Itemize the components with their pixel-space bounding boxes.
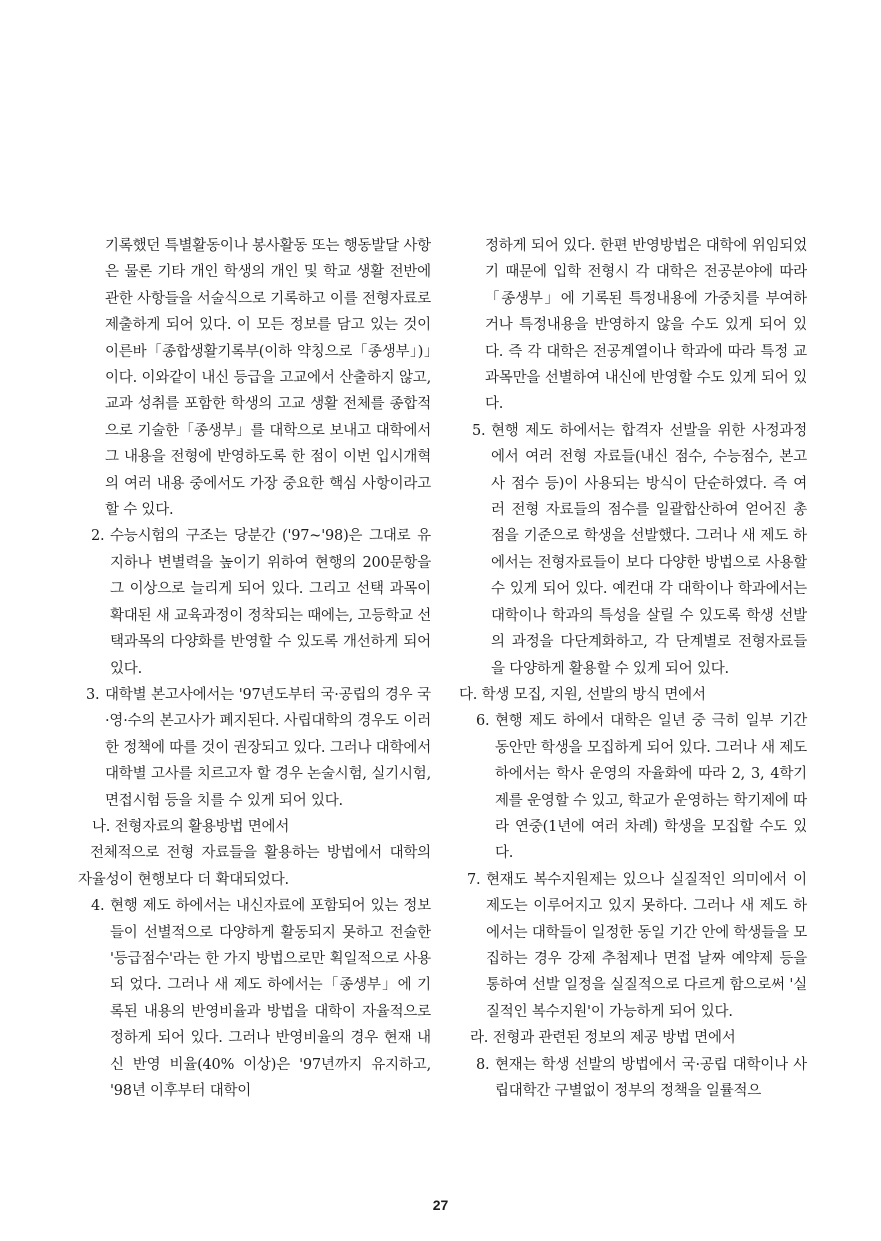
section-heading-na: 나. 전형자료의 활용방법 면에서 — [92, 818, 290, 835]
list-item-4 — [91, 893, 431, 1104]
list-item-3 — [86, 682, 431, 814]
item-text: 수능시험의 구조는 당분간 ('97~'98)은 그대로 유지하나 변별력을 높이기 위하여 현행의 200문항을 그 이상으로 늘리게 되어 있다. 그리고 선택 과목이 확대된 새 교육과정이 정착되는 때에는, 고등학교 선택과목의 다양화를 반영할 수 있도록 개선하게 되어 있다. — [110, 528, 431, 677]
item-text: 현행 제도 하에서는 합격자 선발을 위한 사정과정에서 여러 전형 자료들(내신 점수, 수능점수, 본고사 점수 등)이 사용되는 방식이 단순하였다. 즉 여러 전형 자료들의 점수를 일괄합산하여 얻어진 총점을 기준으로 학생을 선발했다. 그러나 새 제도 하에서는 전형자료들이 보다 다양한 방법으로 사용할 수 있게 되어 있다. 예컨대 각 대학이나 학과에서는 대학이나 학과의 특성을 살릴 수 있도록 학생 선발의 과정을 다단계화하고, 각 단계별로 전형자료들을 다양하게 활용할 수 있게 되어 있다. — [491, 422, 807, 677]
list-item-5 — [472, 418, 807, 682]
item-text: 현행 제도 하에서는 내신자료에 포함되어 있는 정보들이 선별적으로 다양하게 활동되지 못하고 전술한 '등급점수'라는 한 가지 방법으로만 획일적으로 사용되 었다. 그러나 새 제도 하에서는「종생부」에 기록된 내용의 반영비율과 방법을 대학이 자율적으로 정하게 되어 있다. 그러나 반영비율의 경우 현재 내신 반영 비율(40% 이상)은 '97년까지 유지하고, '98년 이후부터 대학이 — [110, 898, 431, 1099]
page-number: 27 — [432, 1197, 449, 1213]
list-item-7 — [467, 867, 807, 1025]
item-text: 대학별 본고사에서는 '97년도부터 국·공립의 경우 국·영·수의 본고사가 폐지된다. 사립대학의 경우도 이러한 정책에 따를 것이 권장되고 있다. 그러나 대학에서 대학별 고사를 치르고자 할 경우 논술시험, 실기시험, 면접시험 등을 치를 수 있게 되어 있다. — [105, 686, 431, 809]
item-number: 8. — [476, 1056, 490, 1073]
left-column — [78, 233, 431, 1104]
item-number: 7. — [467, 871, 481, 888]
item-number: 2. — [91, 528, 105, 545]
right-column — [459, 233, 807, 1104]
list-item-8 — [476, 1052, 807, 1105]
item-number: 6. — [476, 713, 490, 730]
section-heading-ra: 라. 전형과 관련된 정보의 제공 방법 면에서 — [470, 1030, 736, 1047]
paragraph-jongsaengbu: 기록했던 특별활동이나 봉사활동 또는 행동발달 사항은 물론 기타 개인 학생의 개인 및 학교 생활 전반에 관한 사항들을 서술식으로 기록하고 이를 전형자료로 제출하게 되어 있다. 이 모든 정보를 담고 있는 것이 이른바「종합생활기록부(이하 약칭으로「종생부」)」이다. 이와같이 내신 등급을 고교에서 산출하지 않고, 교과 성취를 포함한 학생의 고교 생활 전체를 종합적으로 기술한「종생부」를 대학으로 보내고 대학에서 그 내용을 전형에 반영하도록 한 점이 이번 입시개혁의 여러 내용 중에서도 가장 중요한 핵심 사항이라고 할 수 있다. — [105, 238, 431, 519]
item-number: 4. — [91, 898, 105, 915]
list-item-2 — [91, 523, 431, 681]
paragraph-continued: 정하게 되어 있다. 한편 반영방법은 대학에 위임되었기 때문에 입학 전형시 각 대학은 전공분야에 따라「종생부」에 기록된 특정내용에 가중치를 부여하거나 특정내용을 반영하지 않을 수도 있게 되어 있다. 즉 각 대학은 전공계열이나 학과에 따라 특정 교과목만을 선별하여 내신에 반영할 수도 있게 되어 있다. — [485, 238, 807, 413]
item-text: 현재도 복수지원제는 있으나 실질적인 의미에서 이 제도는 이루어지고 있지 못하다. 그러나 새 제도 하에서는 대학들이 일정한 동일 기간 안에 학생들을 모집하는 경우 강제 추첨제나 면접 날짜 예약제 등을 통하여 선발 일정을 실질적으로 다르게 함으로써 '실질적인 복수지원'이 가능하게 되어 있다. — [486, 871, 807, 1020]
list-item-6 — [476, 708, 807, 866]
item-text: 현행 제도 하에서 대학은 일년 중 극히 일부 기간 동안만 학생을 모집하게 되어 있다. 그러나 새 제도 하에서는 학사 운영의 자율화에 따라 2, 3, 4학기제를 운영할 수 있고, 학교가 운영하는 학기제에 따라 연중(1년에 여러 차례) 학생을 모집할 수도 있다. — [495, 713, 807, 862]
item-number: 3. — [86, 686, 100, 703]
section-heading-da: 다. 학생 모집, 지원, 선발의 방식 면에서 — [459, 686, 706, 703]
item-number: 5. — [472, 422, 486, 439]
paragraph-autonomy: 전체적으로 전형 자료들을 활용하는 방법에서 대학의 자율성이 현행보다 더 확대되었다. — [78, 845, 431, 888]
item-text: 현재는 학생 선발의 방법에서 국·공립 대학이나 사립대학간 구별없이 정부의 정책을 일률적으 — [495, 1056, 807, 1099]
